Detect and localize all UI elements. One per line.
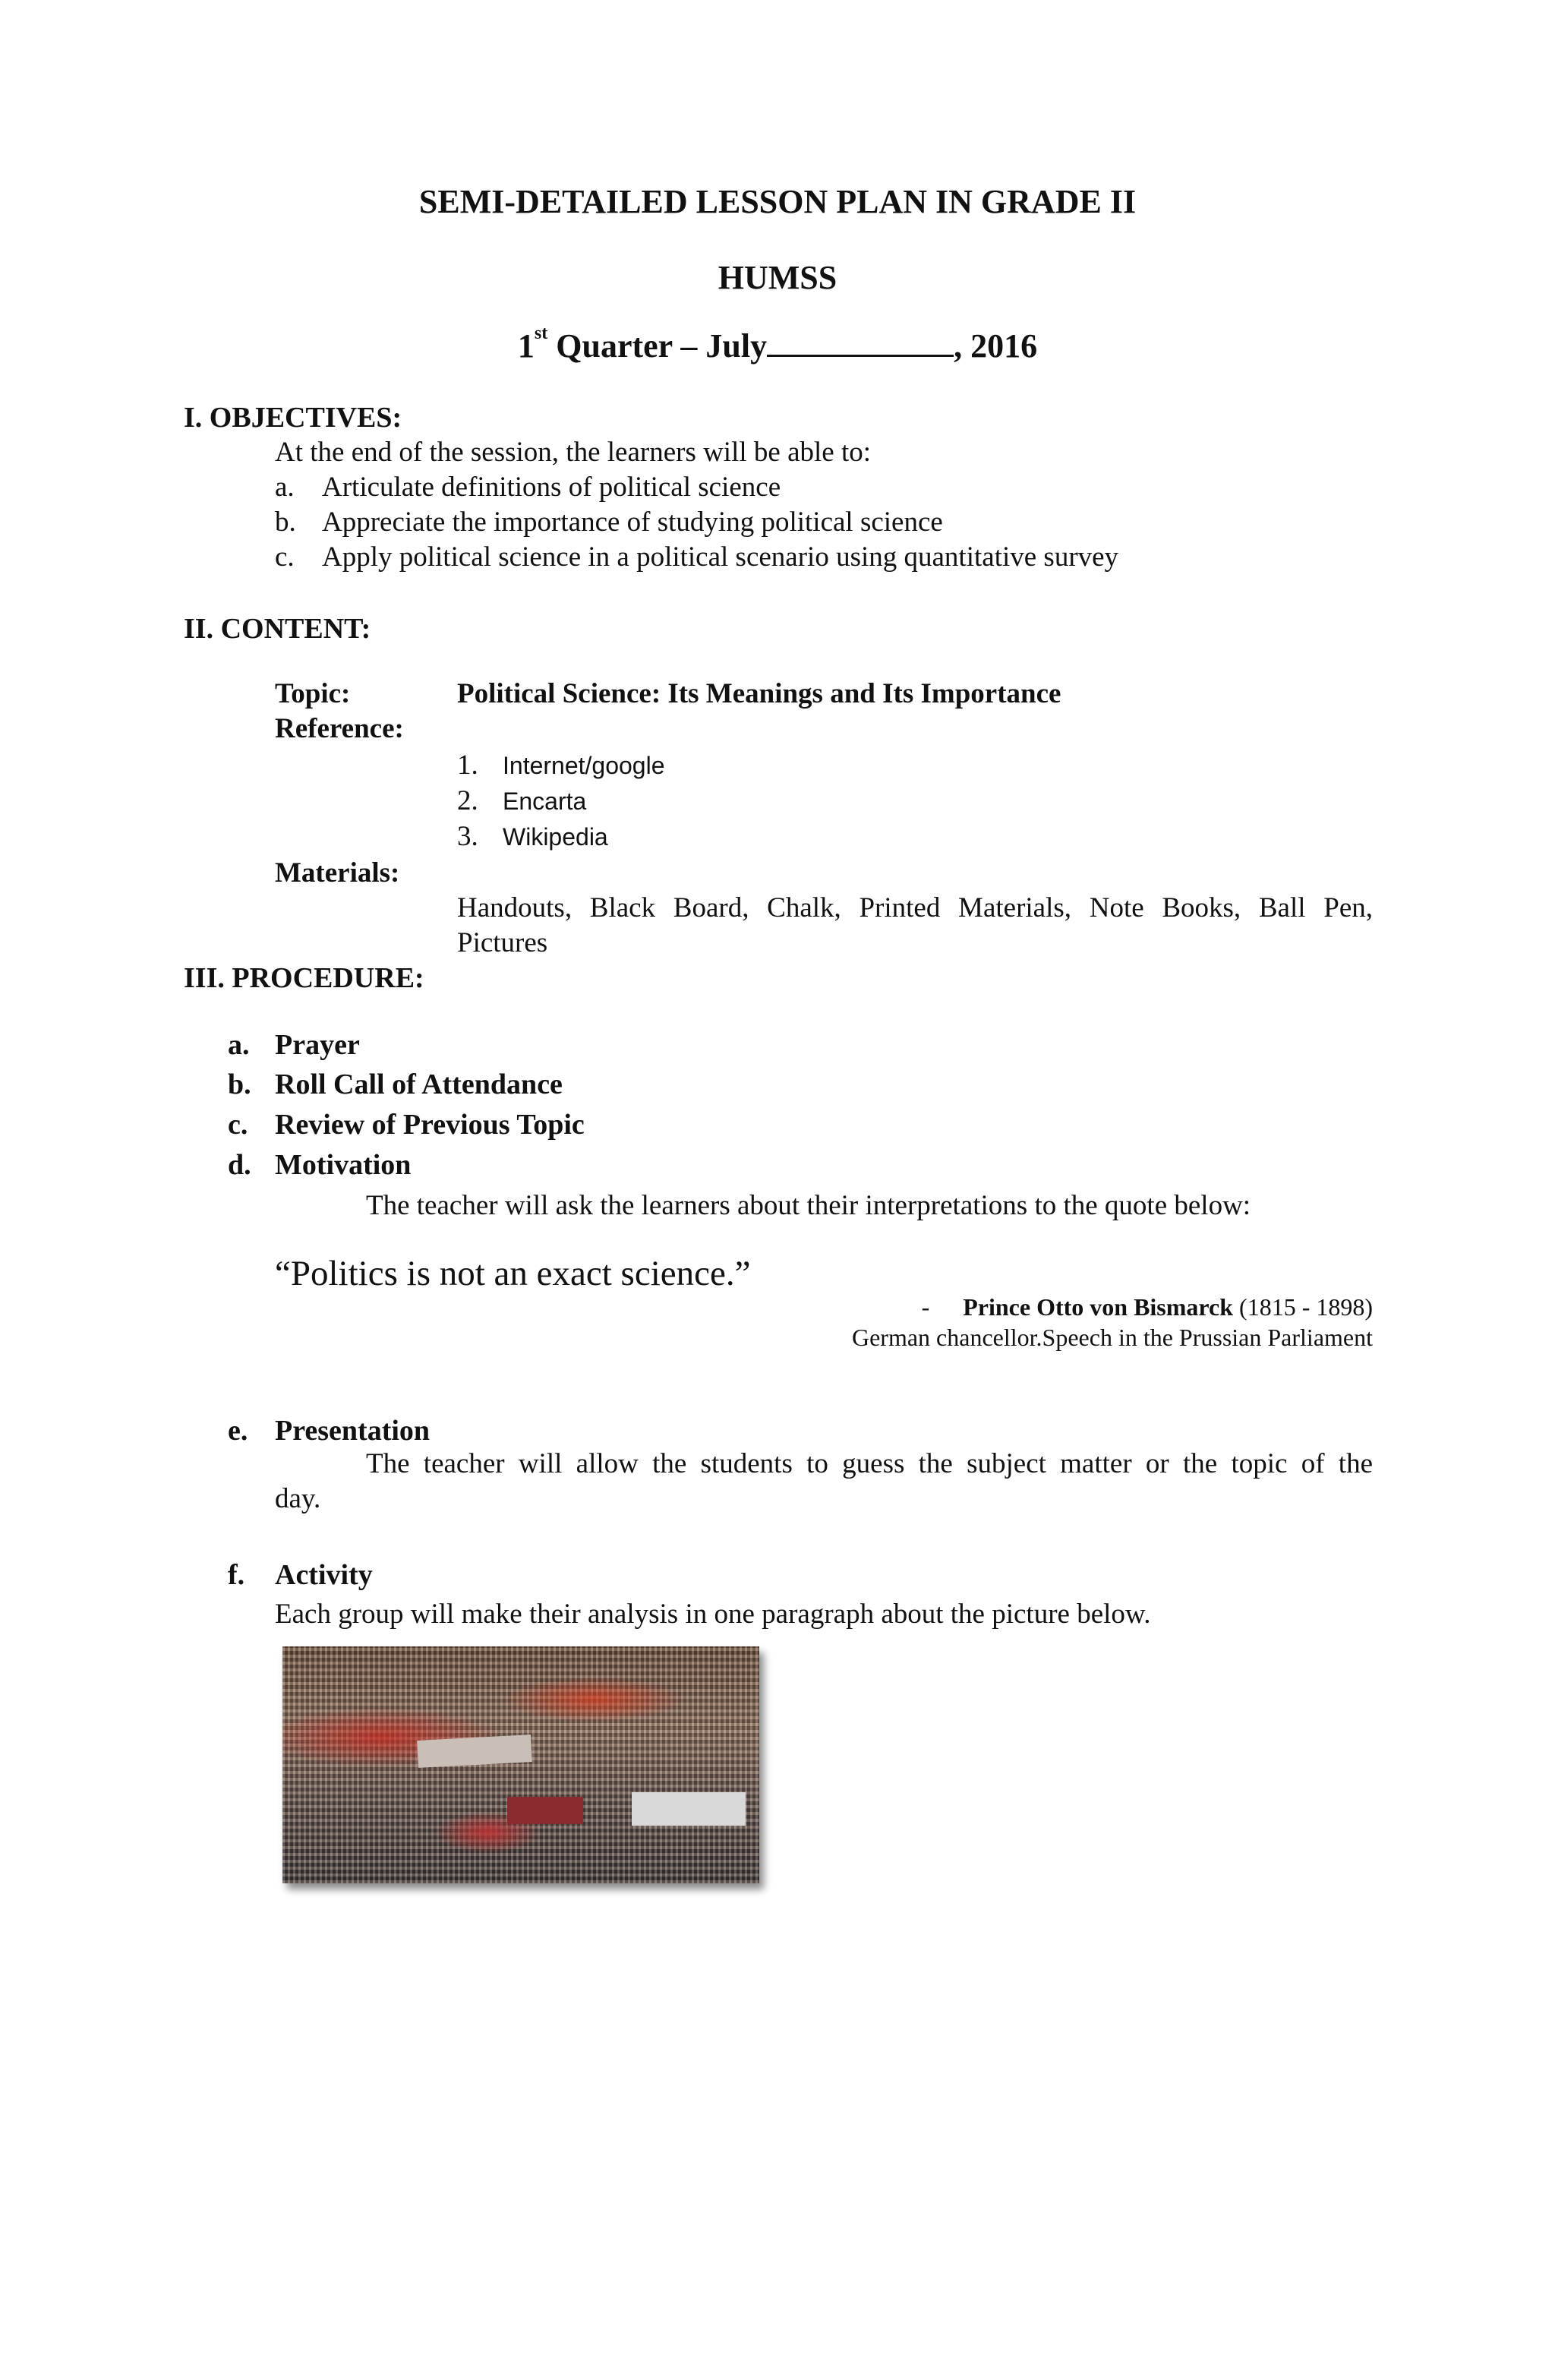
bismarck-quote: “Politics is not an exact science.” xyxy=(275,1254,751,1293)
step-prayer: Prayer xyxy=(275,1029,360,1061)
step-roll-call: Roll Call of Attendance xyxy=(275,1068,563,1100)
quarter-number: 1 xyxy=(517,327,535,365)
objective-item: a. Articulate definitions of political science xyxy=(275,472,781,503)
topic-value: Political Science: Its Meanings and Its Importance xyxy=(457,678,1061,709)
reference-item: 2. Encarta xyxy=(457,785,587,816)
quarter-suffix: st xyxy=(534,324,548,343)
step-letter: b. xyxy=(228,1068,251,1100)
content-heading: II. CONTENT: xyxy=(184,613,371,645)
materials-label: Materials: xyxy=(275,857,400,889)
topic-label: Topic: xyxy=(275,678,351,709)
reference-item: 3. Wikipedia xyxy=(457,821,608,852)
quarter-line xyxy=(0,324,1555,365)
protest-crowd-photo xyxy=(282,1646,759,1883)
date-blank-line xyxy=(767,329,954,357)
procedure-heading: III. PROCEDURE: xyxy=(184,962,424,994)
step-letter: a. xyxy=(228,1029,250,1061)
objectives-heading: I. OBJECTIVES: xyxy=(184,402,402,434)
quote-attribution: - Prince Otto von Bismarck (1815 - 1898) xyxy=(921,1293,1373,1321)
step-activity: Activity xyxy=(275,1559,373,1591)
presentation-text-line1: The teacher will allow the students to guess the subject matter or the topic of the xyxy=(366,1448,1373,1479)
materials-text-line1: Handouts, Black Board, Chalk, Printed Materials, Note Books, Ball Pen, xyxy=(457,892,1373,923)
step-letter: d. xyxy=(228,1149,251,1181)
reference-item: 1. Internet/google xyxy=(457,750,665,781)
activity-text: Each group will make their analysis in one paragraph about the picture below. xyxy=(275,1599,1151,1630)
motivation-text: The teacher will ask the learners about their interpretations to the quote below: xyxy=(366,1190,1251,1221)
objective-item: c. Apply political science in a political scenario using quantitative survey xyxy=(275,541,1119,573)
step-motivation: Motivation xyxy=(275,1149,412,1181)
step-letter: f. xyxy=(228,1559,245,1591)
document-title: SEMI-DETAILED LESSON PLAN IN GRADE II xyxy=(418,183,1137,220)
step-review: Review of Previous Topic xyxy=(275,1109,585,1141)
quarter-year: , 2016 xyxy=(954,327,1038,365)
objectives-intro: At the end of the session, the learners will be able to: xyxy=(275,437,872,468)
quarter-text: Quarter – July xyxy=(547,327,768,365)
presentation-text-line2: day. xyxy=(275,1483,321,1514)
quote-source: German chancellor.Speech in the Prussian Parliament xyxy=(851,1324,1373,1351)
objective-item: b. Appreciate the importance of studying political science xyxy=(275,507,943,538)
document-subtitle: HUMSS xyxy=(718,259,837,296)
step-letter: c. xyxy=(228,1109,248,1141)
materials-text-line2: Pictures xyxy=(457,927,548,958)
reference-label: Reference: xyxy=(275,713,404,744)
step-letter: e. xyxy=(228,1415,248,1447)
step-presentation: Presentation xyxy=(275,1415,431,1447)
